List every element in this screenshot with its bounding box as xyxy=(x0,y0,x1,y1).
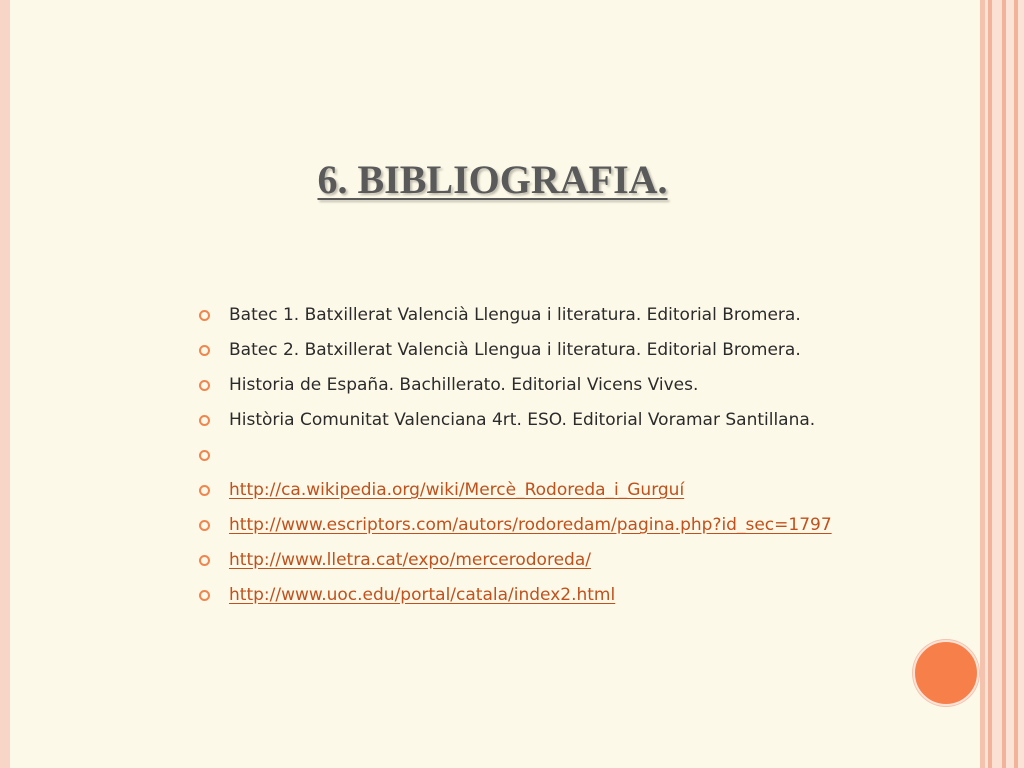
circle-bullet-icon xyxy=(199,450,210,461)
decorative-stripe xyxy=(1006,0,1014,768)
circle-bullet-icon xyxy=(199,310,210,321)
reference-text: Historia de España. Bachillerato. Editorial Vicens Vives. xyxy=(229,375,699,395)
circle-bullet-icon xyxy=(199,555,210,566)
escriptors-link[interactable]: http://www.escriptors.com/autors/rodoredam/pagina.php?id_sec=1797 xyxy=(229,515,832,535)
list-item xyxy=(196,543,832,578)
list-item xyxy=(196,298,832,333)
lletra-link[interactable]: http://www.lletra.cat/expo/mercerodoreda/ xyxy=(229,550,591,570)
wikipedia-link[interactable]: http://ca.wikipedia.org/wiki/Mercè_Rodoreda_i_Gurguí xyxy=(229,480,685,500)
list-item xyxy=(196,368,832,403)
uoc-link[interactable]: http://www.uoc.edu/portal/catala/index2.html xyxy=(229,585,616,605)
reference-text: Batec 1. Batxillerat Valencià Llengua i literatura. Editorial Bromera. xyxy=(229,305,801,325)
list-item-empty xyxy=(196,438,832,473)
decorative-circle xyxy=(913,640,979,706)
circle-bullet-icon xyxy=(199,345,210,356)
circle-bullet-icon xyxy=(199,485,210,496)
left-margin-band xyxy=(0,0,10,768)
decorative-stripe xyxy=(1018,0,1024,768)
circle-bullet-icon xyxy=(199,590,210,601)
decorative-stripe xyxy=(992,0,1002,768)
list-item xyxy=(196,333,832,368)
circle-bullet-icon xyxy=(199,415,210,426)
list-item xyxy=(196,473,832,508)
list-item xyxy=(196,578,832,613)
bibliography-list xyxy=(196,298,832,613)
reference-text: Història Comunitat Valenciana 4rt. ESO. Editorial Voramar Santillana. xyxy=(229,410,816,430)
list-item xyxy=(196,508,832,543)
circle-bullet-icon xyxy=(199,380,210,391)
circle-bullet-icon xyxy=(199,520,210,531)
slide-title: 6. BIBLIOGRAFIA. xyxy=(317,157,668,202)
list-item xyxy=(196,403,832,438)
reference-text: Batec 2. Batxillerat Valencià Llengua i literatura. Editorial Bromera. xyxy=(229,340,801,360)
